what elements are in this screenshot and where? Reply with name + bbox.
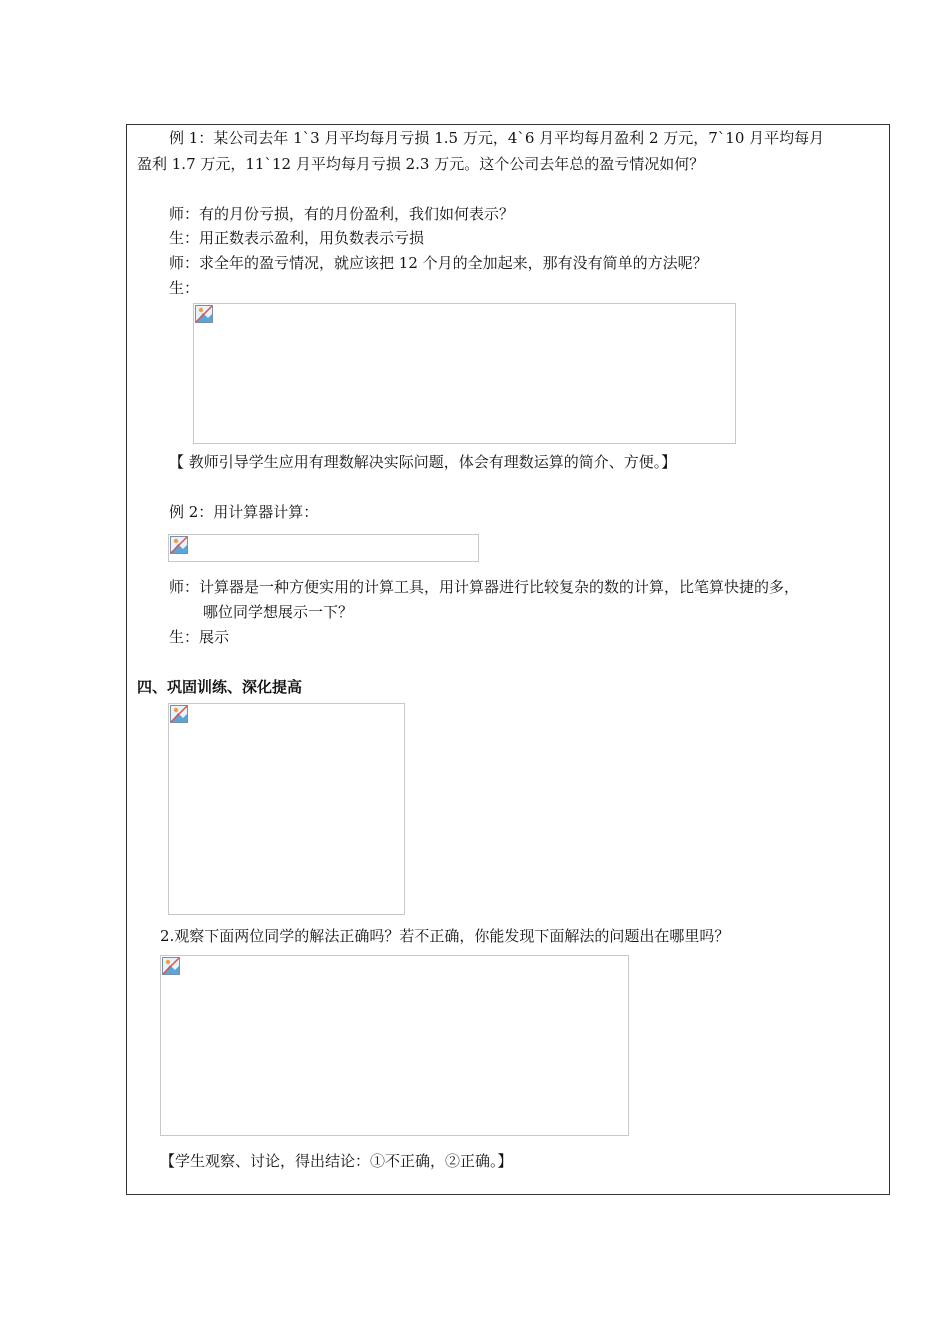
broken-image-icon — [170, 536, 188, 554]
image-placeholder-solutions — [160, 955, 629, 1136]
dialogue1-teacher-question: 师：有的月份亏损，有的月份盈利，我们如何表示？ — [169, 205, 515, 223]
image-placeholder-formula1 — [193, 303, 736, 444]
example1-line2: 盈利 1.7 万元，11`12 月平均每月亏损 2.3 万元。这个公司去年总的盈亏情况如何？ — [137, 155, 705, 173]
teacher-guide-note: 【 教师引导学生应用有理数解决实际问题，体会有理数运算的简介、方便。】 — [169, 453, 677, 471]
dialogue1-student-label: 生： — [169, 279, 200, 297]
image-placeholder-exercise1 — [168, 703, 405, 915]
broken-image-icon — [195, 305, 213, 323]
broken-image-icon — [162, 957, 180, 975]
dialogue2-teacher-line1: 师：计算器是一种方便实用的计算工具，用计算器进行比较复杂的数的计算，比笔算快捷的多， — [169, 578, 800, 596]
question2-text: 2.观察下面两位同学的解法正确吗？若不正确，你能发现下面解法的问题出在哪里吗？ — [160, 927, 730, 945]
section4-heading: 四、巩固训练、深化提高 — [137, 678, 303, 696]
conclusion-note: 【学生观察、讨论，得出结论：①不正确，②正确。】 — [160, 1152, 513, 1170]
image-placeholder-calculation — [168, 534, 479, 562]
dialogue1-student-answer: 生：用正数表示盈利，用负数表示亏损 — [169, 229, 425, 247]
dialogue2-student: 生：展示 — [169, 628, 230, 646]
dialogue1-teacher-prompt: 师：求全年的盈亏情况，就应该把 12 个月的全加起来，那有没有简单的方法呢？ — [169, 254, 708, 272]
dialogue2-teacher-line2: 哪位同学想展示一下？ — [203, 603, 354, 621]
example2-title: 例 2：用计算器计算： — [169, 503, 319, 521]
broken-image-icon — [170, 705, 188, 723]
example1-line1: 例 1：某公司去年 1`3 月平均每月亏损 1.5 万元，4`6 月平均每月盈利 2 万元，7`10 月平均每月 — [169, 129, 825, 147]
